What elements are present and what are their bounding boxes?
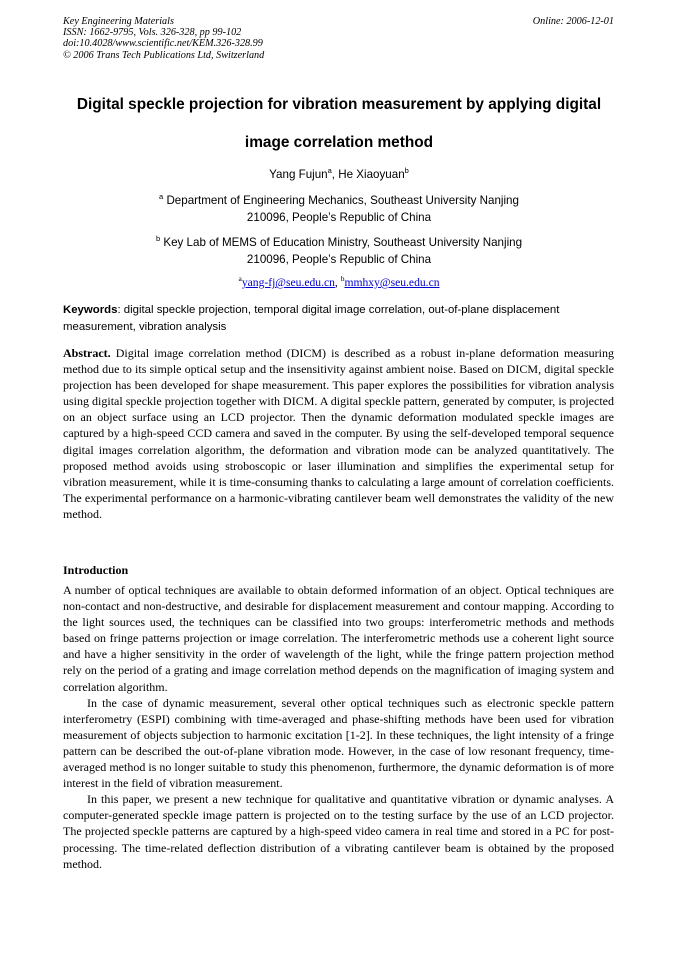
email-mark: a xyxy=(238,274,242,283)
affiliation-b xyxy=(40,234,638,268)
email-link-b[interactable]: mmhxy@seu.edu.cn xyxy=(344,276,440,289)
issn-line: ISSN: 1662-9795, Vols. 326-328, pp 99-102 xyxy=(63,27,242,39)
doi-line: doi:10.4028/www.scientific.net/KEM.326-328.99 xyxy=(63,38,263,50)
abstract-text: Digital image correlation method (DICM) is described as a robust in-plane deformation measuring method due to its simple optical setup and the insensitivity against ambient noise. Based on DICM, digital speckle projection has been developed for shape measurement. This paper explores the possibilities for vibration analysis using digital speckle projection together with DICM. A digital speckle pattern, generated by computer, is projected on an object surface using an LCD projector. Then the dynamic deformation modulated speckle images are captured by a high-speed CCD camera and saved in the computer. By using the self-developed temporal sequence digital images correlation algorithm, the deformation and vibration mode can be analyzed quantitatively. The proposed method avoids using stroboscopic or laser illumination and simplifies the experimental setup for vibration measurement, while it is time-consuming thanks to calculating a large amount of correlation coefficients. The experimental performance on a harmonic-vibrating cantilever beam well demonstrates the validity of the new method. xyxy=(63,346,614,521)
affil-line: 210096, People’s Republic of China xyxy=(246,253,432,266)
abstract xyxy=(63,345,614,522)
paragraph: In the case of dynamic measurement, several other optical techniques such as electronic speckle pattern interferometry (ESPI) combining with time-averaged and phase-shifting methods have been used for vibration measurement of objects subjection to harmonic excitation [1-2]. In these techniques, the light intensity of a fringe pattern can be described the out-of-plane vibration mode. However, in the case of low resonant frequency, time-averaged method is no longer suitable to study this phenomenon, furthermore, the dynamic deformation is of more interest in the field of vibration measurement. xyxy=(63,695,614,791)
paragraph: A number of optical techniques are available to obtain deformed information of an object. Optical techniques are non-contact and non-destructive, and desirable for displacement measurement and contour mapping. According to the light sources used, the techniques can be classified into two groups: interferometric methods and methods based on fringe patterns projection or image correlation. The interferometric methods use a coherent light source and have a higher sensitivity in the order of wavelength of the light, while the fringe pattern projection method rely on the period of a grating and image correlation method depends on the magnification of imaging system and correlation algorithm. xyxy=(63,583,614,694)
abstract-label: Abstract. xyxy=(63,346,111,360)
email-separator: , xyxy=(334,276,341,289)
paragraph: In this paper, we present a new technique for qualitative and quantitative vibration or dynamic analyses. A computer-generated speckle image pattern is projected on to the testing surface by the use of an LCD projector. The projected speckle patterns are captured by a high-speed video camera in real time and stored in a PC for post-processing. The time-related deflection distribution of a vibrating cantilever beam is obtained by the proposed method. xyxy=(63,792,614,871)
paper-title-line1: Digital speckle projection for vibration measurement by applying digital xyxy=(76,96,602,113)
author-affil-mark: b xyxy=(404,166,409,175)
introduction-body xyxy=(63,582,614,872)
online-date: Online: 2006-12-01 xyxy=(532,16,614,27)
author-name: Yang Fujun xyxy=(269,168,328,181)
journal-header xyxy=(63,16,264,61)
affil-line: Department of Engineering Mechanics, Southeast University Nanjing xyxy=(166,194,519,207)
introduction-heading: Introduction xyxy=(63,563,129,577)
keywords-label: Keywords xyxy=(63,304,118,316)
affiliation-a xyxy=(40,192,638,226)
affil-line: Key Lab of MEMS of Education Ministry, Southeast University Nanjing xyxy=(163,236,523,249)
paper-title-line2: image correlation method xyxy=(244,134,434,151)
email-line xyxy=(40,276,638,290)
journal-name: Key Engineering Materials xyxy=(63,16,174,27)
author-affil-mark: a xyxy=(327,166,332,175)
author-list xyxy=(40,168,638,182)
copyright-line: © 2006 Trans Tech Publications Ltd, Switzerland xyxy=(63,49,265,61)
author-separator: , xyxy=(331,168,339,181)
email-link-a[interactable]: yang-fj@seu.edu.cn xyxy=(241,276,335,289)
author-name: He Xiaoyuan xyxy=(338,168,405,181)
affil-mark: b xyxy=(155,234,161,243)
email-mark: b xyxy=(340,274,345,283)
keywords xyxy=(63,302,614,335)
affil-mark: a xyxy=(159,192,164,201)
affil-line: 210096, People’s Republic of China xyxy=(246,211,432,224)
keywords-text: : digital speckle projection, temporal digital image correlation, out-of-plane displacement measurement, vibration analysis xyxy=(63,304,560,333)
